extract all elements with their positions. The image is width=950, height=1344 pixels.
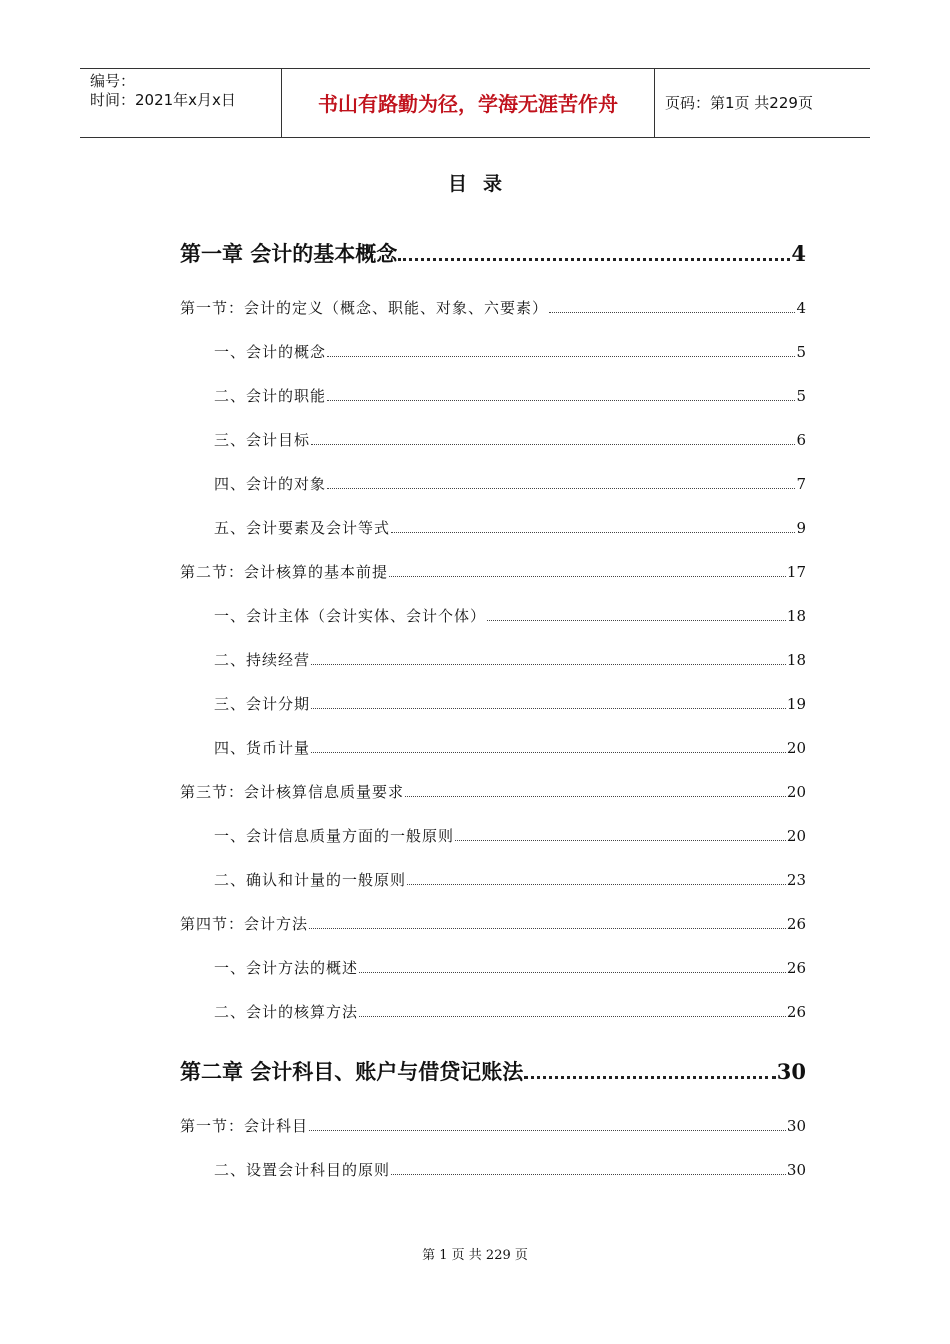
toc-entry-label: 二、设置会计科目的原则 (214, 1161, 391, 1179)
time-label: 时间：2021年x月x日 (90, 91, 236, 109)
page-footer: 第 1 页 共 229 页 (422, 1248, 528, 1263)
toc-entry-sub[interactable] (214, 870, 806, 890)
toc-entry-sub[interactable] (214, 474, 806, 494)
dot-leader (398, 257, 790, 261)
toc-entry-sub[interactable] (214, 430, 806, 450)
toc-entry-label: 二、持续经营 (214, 651, 311, 669)
toc-entry-label: 一、会计主体（会计实体、会计个体） (214, 607, 487, 625)
toc-entry-label: 二、确认和计量的一般原则 (214, 871, 407, 889)
toc-entry-page-number: 26 (786, 1003, 806, 1021)
toc-entry-label: 二、会计的核算方法 (214, 1003, 359, 1021)
toc-entry-label: 第二章 会计科目、账户与借贷记账法 (180, 1059, 524, 1084)
toc-entry-sub[interactable] (214, 1002, 806, 1022)
toc-entry-label: 第四节：会计方法 (180, 915, 309, 933)
toc-entry-page-number: 20 (786, 783, 806, 801)
dot-leader (487, 619, 786, 621)
dot-leader (524, 1075, 775, 1079)
title-char-2: 录 (483, 173, 503, 195)
header-info-cell (80, 69, 282, 137)
title-char-1: 目 (447, 173, 467, 195)
dot-leader (407, 883, 786, 885)
toc-entry-sub[interactable] (214, 694, 806, 714)
toc-entry-page-number: 4 (791, 241, 806, 266)
toc-entry-sub[interactable] (214, 386, 806, 406)
toc-entry-page-number: 5 (796, 343, 806, 361)
toc-entry-section[interactable] (180, 562, 806, 582)
toc-entry-page-number: 18 (786, 651, 806, 669)
toc-entry-page-number: 30 (776, 1059, 806, 1084)
toc-entry-label: 第一节：会计的定义（概念、职能、对象、六要素） (180, 299, 549, 317)
toc-entry-page-number: 23 (786, 871, 806, 889)
toc-entry-section[interactable] (180, 782, 806, 802)
toc-entry-sub[interactable] (214, 650, 806, 670)
toc-entry-page-number: 30 (786, 1117, 806, 1135)
dot-leader (391, 531, 795, 533)
dot-leader (455, 839, 786, 841)
toc-entry-label: 五、会计要素及会计等式 (214, 519, 391, 537)
toc-entry-sub[interactable] (214, 826, 806, 846)
toc-entry-label: 一、会计信息质量方面的一般原则 (214, 827, 455, 845)
toc-entry-label: 三、会计分期 (214, 695, 311, 713)
toc-entry-section[interactable] (180, 298, 806, 318)
dot-leader (311, 751, 786, 753)
dot-leader (327, 487, 795, 489)
toc-entry-page-number: 5 (796, 387, 806, 405)
toc-entry-page-number: 20 (786, 827, 806, 845)
toc-entry-page-number: 4 (796, 299, 806, 317)
toc-entry-label: 一、会计方法的概述 (214, 959, 359, 977)
page-info: 页码：第1页 共229页 (665, 94, 813, 112)
dot-leader (359, 1015, 786, 1017)
dot-leader (311, 663, 786, 665)
page-title (0, 172, 950, 196)
toc-entry-sub[interactable] (214, 342, 806, 362)
toc-entry-page-number: 7 (796, 475, 806, 493)
toc-entry-section[interactable] (180, 1116, 806, 1136)
number-label: 编号： (90, 72, 136, 90)
dot-leader (311, 443, 795, 445)
toc-entry-chapter[interactable] (180, 1058, 806, 1086)
toc-entry-label: 三、会计目标 (214, 431, 311, 449)
toc-entry-page-number: 17 (786, 563, 806, 581)
toc-entry-label: 第三节：会计核算信息质量要求 (180, 783, 405, 801)
toc-entry-label: 第二节：会计核算的基本前提 (180, 563, 389, 581)
dot-leader (311, 707, 786, 709)
toc-entry-page-number: 20 (786, 739, 806, 757)
dot-leader (309, 1129, 786, 1131)
toc-entry-label: 四、会计的对象 (214, 475, 327, 493)
toc-entry-page-number: 18 (786, 607, 806, 625)
toc-entry-page-number: 6 (796, 431, 806, 449)
dot-leader (391, 1173, 786, 1175)
toc-entry-section[interactable] (180, 914, 806, 934)
dot-leader (327, 355, 795, 357)
dot-leader (405, 795, 786, 797)
header-motto-cell (282, 69, 655, 137)
motto: 书山有路勤为径，学海无涯苦作舟 (318, 92, 618, 116)
toc-entry-label: 一、会计的概念 (214, 343, 327, 361)
toc-entry-page-number: 9 (796, 519, 806, 537)
toc-entry-page-number: 30 (786, 1161, 806, 1179)
dot-leader (327, 399, 795, 401)
toc-entry-label: 第一章 会计的基本概念 (180, 241, 398, 266)
toc-entry-sub[interactable] (214, 738, 806, 758)
toc-entry-sub[interactable] (214, 518, 806, 538)
header-table (80, 68, 870, 138)
toc-entry-label: 四、货币计量 (214, 739, 311, 757)
dot-leader (309, 927, 786, 929)
toc-entry-label: 二、会计的职能 (214, 387, 327, 405)
toc-entry-page-number: 19 (786, 695, 806, 713)
dot-leader (389, 575, 786, 577)
toc-entry-sub[interactable] (214, 606, 806, 626)
toc-entry-label: 第一节：会计科目 (180, 1117, 309, 1135)
toc-entry-page-number: 26 (786, 959, 806, 977)
header-page-cell (655, 69, 870, 137)
dot-leader (359, 971, 786, 973)
toc-entry-sub[interactable] (214, 958, 806, 978)
toc-entry-sub[interactable] (214, 1160, 806, 1180)
toc-entry-chapter[interactable] (180, 240, 806, 268)
toc-entry-page-number: 26 (786, 915, 806, 933)
dot-leader (549, 311, 795, 313)
